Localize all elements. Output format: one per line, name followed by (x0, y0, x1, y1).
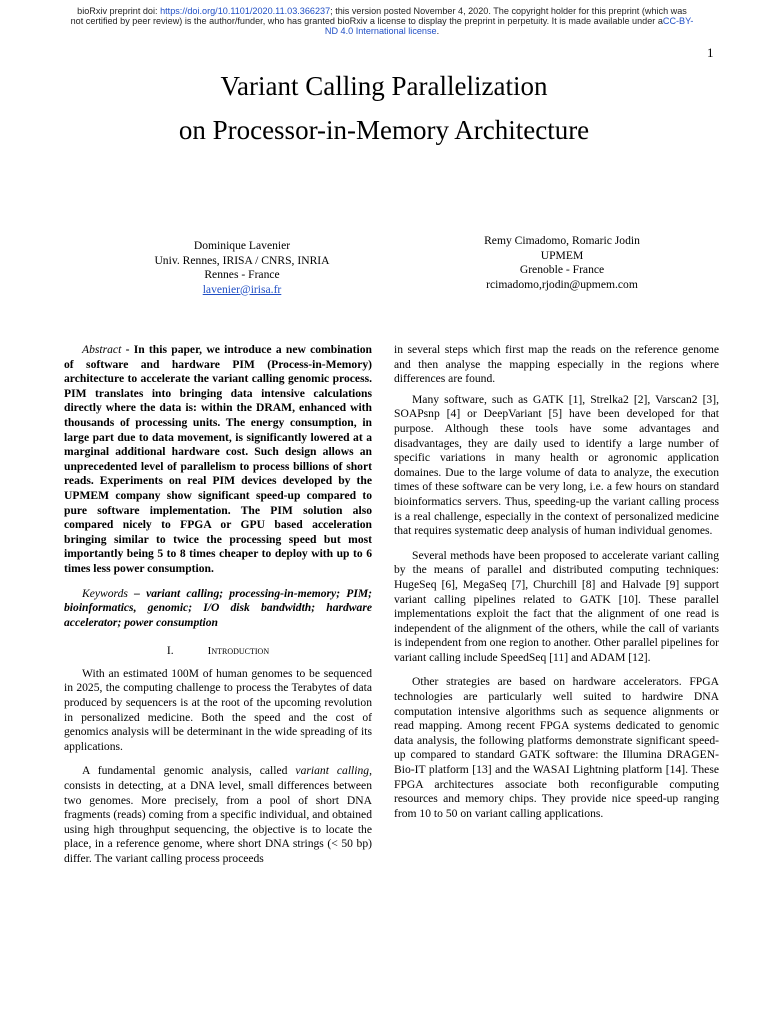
title-line-2: on Processor-in-Memory Architecture (178, 115, 590, 145)
section-title: Introduction (207, 645, 270, 658)
right-paragraph-hardware: Other strategies are based on hardware accelerators. FPGA technologies are particularly well suited to hardwire DNA computation intensive algorithms such as sequence alignments or read mapping. Among recent FPGA systems dedicated to genomic data analysis, the following platforms demonstrate significant speed-up compared to standard GATK software: the Illumina DRAGEN-Bio-IT platform [13] and the WASAI Lightning platform [14]. These FPGA architectures associate both reconfigurable computing resources and memory chips. They provide nice speed-up ranging from 10 to 50 on variant calling applications. (394, 675, 719, 820)
paper-title (40, 64, 728, 152)
author-affiliation: Univ. Rennes, IRISA / CNRS, INRIA (154, 253, 330, 267)
author-block-2 (412, 234, 712, 292)
preprint-notice (70, 6, 694, 36)
right-paragraph-software: Many software, such as GATK [1], Strelka2 [2], Varscan2 [3], SOAPsnp [4] or DeepVariant [5] have been developed for that purpose. Although these tools have some advantages and disadvantages, they are daily used to identify a large number of specific variations in many health or agronomic application domaines. Due to the large volume of data to analyze, the execution times of these software can be very long, i.e. a few hours on standard bioinformatics servers. Thus, speeding-up the variant calling process is a real challenge, especially in the context of personalized medicine that requires systematic deep analysis of human individual genomes. (394, 392, 719, 538)
author-block-1 (92, 239, 392, 297)
title-line-1: Variant Calling Parallelization (220, 71, 548, 101)
preprint-middle: ; this version posted November 4, 2020. The copyright holder for this preprint (which was not certified by peer review) is the author/funder, who has granted bioRxiv a license to display the preprint in perpetuity. It is made available under a (70, 6, 687, 26)
abstract-text: In this paper, we introduce a new combination of software and hardware PIM (Process-in-Memory) architecture to accelerate the variant calling genomic process. PIM translates into bringing data intensive calculations directly where the data is: within the DRAM, enhanced with thousands of processing units. The energy consumption, in large part due to data movement, is significantly lowered at a marginal additional hardware cost. Such design allows an unprecedented level of parallelism to process billions of short reads. Experiments on real PIM devices developed by the UPMEM company show significant speed-up compared to pure software implementation. The PIM solution also compared nicely to FPGA or GPU based acceleration bringing similar to twice the processing speed but most importantly being 5 to 8 times cheaper to deploy with up to 6 times less power consumption. (64, 343, 372, 575)
intro-paragraph-2 (64, 764, 372, 866)
intro-paragraph-1: With an estimated 100M of human genomes to be sequenced in 2025, the computing challenge to process the Terabytes of data produced by sequencers is at the root of the upcoming revolution in personalized medicine. Both the speed and the cost of genomics analysis will be determinant in the wide spreading of its applications. (64, 666, 372, 753)
abstract-label: Abstract (82, 343, 122, 356)
author-location: Grenoble - France (519, 263, 605, 276)
keywords-label: Keywords (82, 586, 128, 600)
right-paragraph-parallel: Several methods have been proposed to accelerate variant calling by the means of parallel and distributed computing techniques: HugeSeq [6], MegaSeq [7], Churchill [8] and Halvade [9] support variant calling pipelines related to GATK [10]. These parallel implementations exploit the fact that the alignment of one read is independent of the alignment of the others, while the call of variants is independent from one region to another. Other parallel pipelines for variant calling include SpeedSeq [11] and ADAM [12]. (394, 548, 719, 664)
doi-link[interactable]: https://doi.org/10.1101/2020.11.03.366237 (160, 6, 331, 16)
license-link[interactable]: CC-BY-ND 4.0 International license (324, 16, 694, 36)
author-name: Remy Cimadomo, Romaric Jodin (484, 234, 640, 247)
abstract-separator: - (121, 343, 134, 356)
author-email: rcimadomo,rjodin@upmem.com (486, 277, 638, 291)
author-location: Rennes - France (204, 268, 280, 281)
intro-p2-start: A fundamental genomic analysis, called (82, 764, 296, 778)
section-heading-introduction (64, 644, 372, 659)
preprint-prefix: bioRxiv preprint doi: (77, 6, 161, 16)
intro-p2-rest: , consists in detecting, at a DNA level, small differences between two genomes. More precisely, from a pool of short DNA fragments (reads) coming from a specific individual, and obtained using high throughput sequencing, the objective is to locate the place, in a reference genome, where short DNA strings (< 50 bp) differ. The variant calling process proceeds (64, 764, 372, 865)
abstract (64, 343, 372, 577)
section-number: I. (166, 644, 174, 658)
author-name: Dominique Lavenier (193, 239, 291, 252)
page-number: 1 (707, 45, 714, 60)
keywords-separator: – (127, 586, 147, 600)
right-paragraph-continued: in several steps which first map the reads on the reference genome and then analyse the mapping especially in the regions where differences are found. (394, 343, 719, 386)
left-column (64, 343, 372, 877)
author-email-link[interactable]: lavenier@irisa.fr (202, 282, 282, 296)
preprint-suffix: . (436, 26, 440, 36)
intro-p2-emphasis: variant calling (295, 764, 370, 778)
keywords (64, 587, 372, 631)
right-column (394, 343, 719, 831)
keywords-text: variant calling; processing-in-memory; PIM; bioinformatics, genomic; I/O disk bandwidth; hardware accelerator; power consumption (64, 586, 372, 629)
author-affiliation: UPMEM (540, 248, 584, 262)
